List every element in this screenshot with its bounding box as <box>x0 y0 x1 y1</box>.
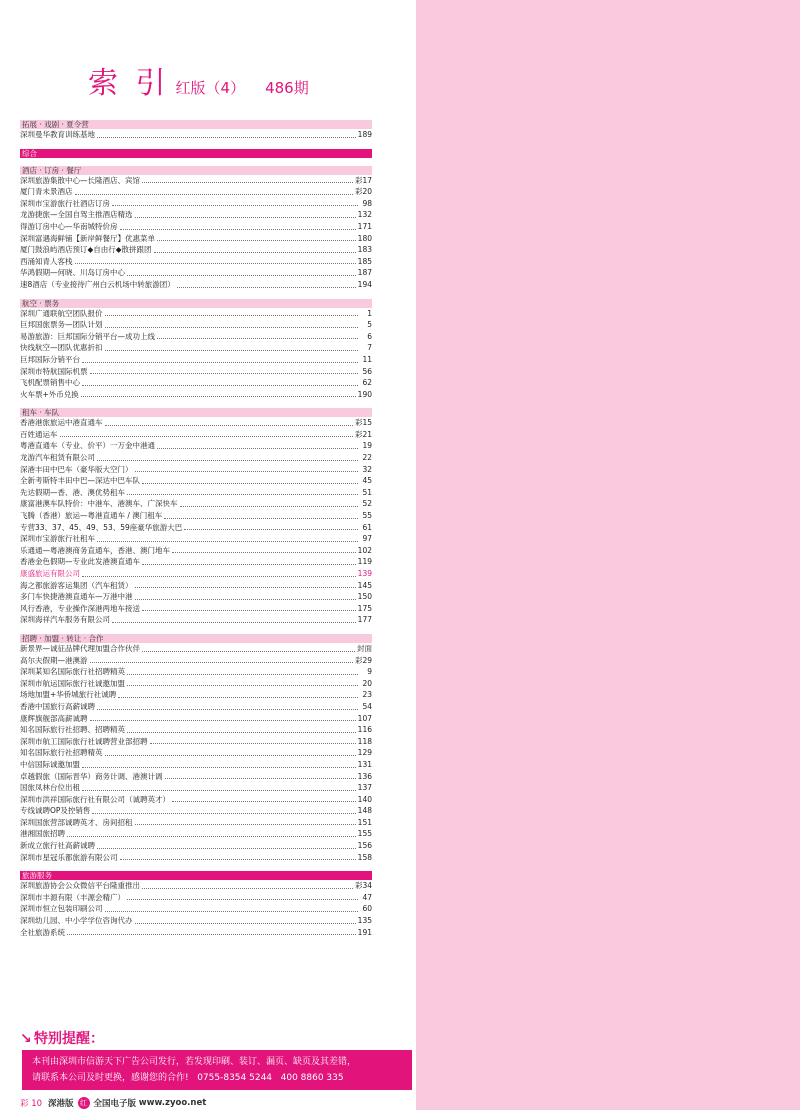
entry-page: 22 <box>362 453 372 463</box>
leader-dots <box>105 747 356 756</box>
entry-page: 52 <box>362 499 372 509</box>
entry-title: 香港中国旅行高薪诚聘 <box>20 701 95 711</box>
entry-page: 118 <box>357 736 372 746</box>
index-row[interactable] <box>20 354 372 366</box>
leader-dots <box>82 782 356 791</box>
index-row[interactable] <box>20 580 372 592</box>
leader-dots <box>177 279 356 288</box>
entry-title: 香港金色假期—专业此发港澳直通车 <box>20 557 140 567</box>
entry-title: 专营33、37、45、49、53、59座豪华旅游大巴 <box>20 522 183 532</box>
page-title: 索 引 <box>88 66 170 101</box>
index-row[interactable] <box>20 377 372 389</box>
entry-page: 175 <box>357 603 372 613</box>
entry-page: 56 <box>362 366 372 376</box>
entry-title: 深圳某知名国际旅行社招聘精英 <box>20 667 125 677</box>
index-row[interactable] <box>20 736 372 748</box>
issue-label: 486期 <box>265 79 309 97</box>
entry-title: 快线航空—团队优惠折扣 <box>20 343 103 353</box>
leader-dots <box>105 308 359 317</box>
entry-title: 香港港旅旅运中港直通车 <box>20 418 103 428</box>
index-row[interactable] <box>20 279 372 291</box>
index-row[interactable] <box>20 556 372 568</box>
entry-page: 151 <box>357 817 372 827</box>
entry-page: 189 <box>357 130 372 139</box>
entry-title: 深圳旅游集散中心—长隆酒店、宾馆 <box>20 175 140 185</box>
entry-page: 98 <box>362 198 372 208</box>
entry-title: 深圳市航工国际旅行社诚聘营业部招聘 <box>20 736 148 746</box>
entry-page: 132 <box>357 210 372 220</box>
entry-page: 180 <box>357 233 372 243</box>
entry-page: 彩29 <box>354 655 372 665</box>
entry-title: 深圳国旅营部诚聘英才、房间招租 <box>20 817 133 827</box>
leader-dots <box>112 614 356 623</box>
entry-title: 火车票+外币兑换 <box>20 389 79 399</box>
entry-page: 1 <box>367 308 372 318</box>
entry-page: 61 <box>362 522 372 532</box>
entry-title: 飞腾（香港）旅运—粤港直通车 / 澳门租车 <box>20 511 163 521</box>
notice-phone-2: 400 8860 335 <box>280 1073 344 1083</box>
entry-page: 194 <box>357 279 372 289</box>
leader-dots <box>127 678 358 687</box>
entry-title: 风行香港，专业操作深港两地车接送 <box>20 603 140 613</box>
entry-title: 知名国际旅行社招聘精英 <box>20 748 103 758</box>
entry-page: 119 <box>357 557 372 567</box>
index-row[interactable] <box>20 233 372 245</box>
notice-phone-1: 0755-8354 5244 <box>197 1073 273 1083</box>
entry-page: 51 <box>362 487 372 497</box>
entry-page: 183 <box>357 245 372 255</box>
entry-title: 康富港澳车队特价：中港车、港澳车、广深快车 <box>20 499 178 509</box>
page-footer <box>20 1096 416 1110</box>
entry-title: 高尔夫假期—港澳游 <box>20 655 88 665</box>
entry-page: 彩20 <box>354 187 372 197</box>
index-row[interactable] <box>20 319 372 331</box>
leader-dots <box>157 331 358 340</box>
index-row[interactable] <box>20 603 372 615</box>
index-row[interactable] <box>20 614 372 626</box>
entry-page: 47 <box>362 892 372 902</box>
index-row[interactable] <box>20 129 372 141</box>
footer-label: 全国电子版 <box>93 1099 137 1109</box>
entry-title: 中信国际诚邀加盟 <box>20 759 80 769</box>
leader-dots <box>142 175 353 184</box>
entry-page: 9 <box>367 667 372 677</box>
notice-line-2: 请联系本公司及时更换，感谢您的合作! 0755-8354 5244 400 8860 335 <box>32 1073 344 1083</box>
entry-title: 深圳旅游协会公众微信平台隆重推出 <box>20 881 140 891</box>
index-row[interactable] <box>20 892 372 904</box>
leader-dots <box>135 817 356 826</box>
leader-dots <box>120 221 356 230</box>
index-row[interactable] <box>20 880 372 892</box>
index-row[interactable] <box>20 771 372 783</box>
index-row[interactable] <box>20 417 372 429</box>
leader-dots <box>67 927 356 936</box>
entry-title: 粤港直通车（专业、价平）一万金中港通 <box>20 441 155 451</box>
index-row[interactable] <box>20 267 372 279</box>
index-row[interactable] <box>20 903 372 915</box>
index-row[interactable] <box>20 533 372 545</box>
entry-title: 深圳曼华教育训练基地 <box>20 130 95 139</box>
leader-dots <box>127 267 356 276</box>
entry-title: 易游旅游：巨邦国际分销平台—成功上线 <box>20 331 155 341</box>
index-row[interactable] <box>20 464 372 476</box>
index-row[interactable] <box>20 591 372 603</box>
leader-dots <box>142 643 355 652</box>
entry-title: 深圳幼儿园、中小学学位咨询代办 <box>20 916 133 926</box>
index-section <box>20 166 372 291</box>
entry-page: 45 <box>362 476 372 486</box>
leader-dots <box>97 452 358 461</box>
footer-brand: 深港版 <box>48 1099 74 1109</box>
index-row[interactable] <box>20 221 372 233</box>
notice-title: ↘ 特别提醒： <box>20 1031 104 1047</box>
entry-page: 彩21 <box>354 429 372 439</box>
entry-page: 191 <box>357 927 372 937</box>
entry-title: 深圳市丰源有限（丰源会精广） <box>20 892 125 902</box>
leader-dots <box>90 713 356 722</box>
entry-title: 多门车快捷港澳直通车—万港中港 <box>20 592 133 602</box>
index-section <box>20 634 372 863</box>
entry-title: 全新考斯特丰田中巴—深达中巴车队 <box>20 476 140 486</box>
entry-title: 龙游汽车租赁有限公司 <box>20 453 95 463</box>
entry-page: 7 <box>367 343 372 353</box>
entry-title: 深圳市宝游旅行社租车 <box>20 534 95 544</box>
leader-dots <box>75 256 356 265</box>
leader-dots <box>142 556 356 565</box>
entry-page: 54 <box>362 701 372 711</box>
edition-label: 红版（4） <box>175 79 246 97</box>
leader-dots <box>81 389 356 398</box>
entry-page: 55 <box>362 511 372 521</box>
entry-page: 23 <box>362 690 372 700</box>
entry-title: 港湘国旅招聘 <box>20 829 65 839</box>
page-number: 彩 10 <box>20 1099 43 1109</box>
entry-title: 华鸿假期—何晓、川岛订房中心 <box>20 268 125 278</box>
entry-title: 全社旅游系统 <box>20 927 65 937</box>
index-row[interactable] <box>20 545 372 557</box>
entry-page: 116 <box>357 725 372 735</box>
leader-dots <box>90 366 359 375</box>
entry-page: 131 <box>357 759 372 769</box>
leader-dots <box>135 591 356 600</box>
entry-page: 129 <box>357 748 372 758</box>
index-row[interactable] <box>20 782 372 794</box>
entry-title: 专线诚聘OP及控销售 <box>20 806 91 816</box>
entry-title: 场地加盟+华侨城旅行社诚聘 <box>20 690 117 700</box>
leader-dots <box>105 319 359 328</box>
leader-dots <box>135 464 359 473</box>
entry-title: 知名国际旅行社招聘、招聘精英 <box>20 725 125 735</box>
index-row[interactable] <box>20 643 372 655</box>
index-row[interactable] <box>20 366 372 378</box>
leader-dots <box>67 828 356 837</box>
section-header: 酒店 · 订房 · 餐厅 <box>20 166 372 175</box>
index-row[interactable] <box>20 713 372 725</box>
index-row[interactable] <box>20 701 372 713</box>
entry-title: 深圳市宝游旅行社酒店订房 <box>20 198 110 208</box>
notice-line-1: 本刊由深圳市信游天下广告公司发行，若发现印刷、装订、漏页、缺页及其差错， <box>32 1057 357 1067</box>
index-section <box>20 871 372 938</box>
entry-page: 6 <box>367 331 372 341</box>
section-header: 拓展 · 戏剧 · 夏令营 <box>20 120 372 129</box>
entry-page: 137 <box>357 783 372 793</box>
entry-title: 深圳市航运国际旅行社诚邀加盟 <box>20 678 125 688</box>
entry-page: 145 <box>357 580 372 590</box>
entry-page: 177 <box>357 615 372 625</box>
entry-title: 深圳富遇海鲜铺【新岸鲜餐厅】优惠菜单 <box>20 233 155 243</box>
index-row[interactable] <box>20 440 372 452</box>
leader-dots <box>97 840 356 849</box>
entry-page: 97 <box>362 534 372 544</box>
entry-title: 飞机配票销售中心 <box>20 378 80 388</box>
entry-title: 巨邦国际分销平台 <box>20 354 80 364</box>
entry-page: 102 <box>357 545 372 555</box>
leader-dots <box>120 852 356 861</box>
entry-page: 彩15 <box>354 418 372 428</box>
leader-dots <box>82 354 358 363</box>
index-row[interactable] <box>20 666 372 678</box>
notice-box <box>22 1050 412 1090</box>
index-row[interactable] <box>20 331 372 343</box>
index-row[interactable] <box>20 475 372 487</box>
index-row[interactable] <box>20 175 372 187</box>
entry-page: 107 <box>357 713 372 723</box>
index-row[interactable] <box>20 256 372 268</box>
entry-page: 148 <box>357 806 372 816</box>
index-row[interactable] <box>20 689 372 701</box>
index-title <box>88 58 309 101</box>
entry-title: 新成立旅行社高薪诚聘 <box>20 841 95 851</box>
index-row[interactable] <box>20 186 372 198</box>
entry-title: 深圳海祥汽车服务有限公司 <box>20 615 110 625</box>
entry-page: 135 <box>357 916 372 926</box>
leader-dots <box>154 244 356 253</box>
index-row[interactable] <box>20 759 372 771</box>
entry-page: 62 <box>362 378 372 388</box>
entry-title: 厦门鼓浪屿酒店预订◆自由行◆散拼跟团 <box>20 245 152 255</box>
leader-dots <box>127 892 358 901</box>
leader-dots <box>127 724 356 733</box>
footer-website[interactable]: www.zyoo.net <box>138 1098 207 1108</box>
entry-title: 深港丰田中巴车（豪华版大空门） <box>20 464 133 474</box>
entry-title: 西涌知青人客栈 <box>20 256 73 266</box>
leader-dots <box>97 129 356 138</box>
index-section <box>20 120 372 141</box>
leader-dots <box>97 533 358 542</box>
entry-title: 速8酒店（专业接待广州白云机场中转旅游团） <box>20 279 175 289</box>
entry-page: 155 <box>357 829 372 839</box>
entry-page: 20 <box>362 678 372 688</box>
index-row[interactable] <box>20 915 372 927</box>
leader-dots <box>105 342 359 351</box>
section-header: 航空 · 票务 <box>20 299 372 308</box>
index-row[interactable] <box>20 817 372 829</box>
entry-title: 深圳广通联航空团队报价 <box>20 308 103 318</box>
red-edition-badge: 红 <box>78 1097 90 1109</box>
leader-dots <box>157 233 356 242</box>
leader-dots <box>135 209 356 218</box>
index-row[interactable] <box>20 198 372 210</box>
index-row[interactable] <box>20 927 372 939</box>
leader-dots <box>82 759 356 768</box>
entry-page: 136 <box>357 771 372 781</box>
arrow-icon: ↘ <box>20 1031 32 1047</box>
index-row[interactable] <box>20 389 372 401</box>
entry-page: 171 <box>357 221 372 231</box>
entry-page: 5 <box>367 320 372 330</box>
entry-page: 185 <box>357 256 372 266</box>
leader-dots <box>142 475 358 484</box>
entry-page: 封面 <box>357 643 372 653</box>
entry-page: 彩34 <box>354 881 372 891</box>
section-header: 招聘 · 加盟 · 转让 · 合作 <box>20 634 372 643</box>
index-row[interactable] <box>20 429 372 441</box>
entry-title: 新景界—诚征品牌代理加盟合作伙伴 <box>20 643 140 653</box>
entry-page: 187 <box>357 268 372 278</box>
leader-dots <box>118 689 358 698</box>
leader-dots <box>157 440 358 449</box>
index-row[interactable] <box>20 747 372 759</box>
index-section <box>20 408 372 626</box>
entry-page: 60 <box>362 904 372 914</box>
index-row[interactable] <box>20 308 372 320</box>
entry-title: 深圳市特航国际机票 <box>20 366 88 376</box>
index-row[interactable] <box>20 840 372 852</box>
index-row[interactable] <box>20 487 372 499</box>
entry-page: 156 <box>357 841 372 851</box>
index-row[interactable] <box>20 794 372 806</box>
entry-title: 乐通通—粤港澳商务直通车，香港、澳门地车 <box>20 545 170 555</box>
leader-dots <box>172 794 356 803</box>
entry-title: 得游订房中心—华南城特价房 <box>20 221 118 231</box>
leader-dots <box>90 655 353 664</box>
leader-dots <box>127 487 358 496</box>
entry-page: 190 <box>357 389 372 399</box>
entry-title: 深圳市星冠乐都旅游有限公司 <box>20 852 118 862</box>
index-row[interactable] <box>20 522 372 534</box>
index-row[interactable] <box>20 209 372 221</box>
leader-dots <box>105 417 353 426</box>
entry-title: 卓越假旅（国际晋华）商务计调、港澳计调 <box>20 771 163 781</box>
entry-page: 158 <box>357 852 372 862</box>
entry-title: 海之都旅游客运集团（汽车租赁） <box>20 580 133 590</box>
section-header: 租车 · 车队 <box>20 408 372 417</box>
index-row[interactable] <box>20 510 372 522</box>
leader-dots <box>75 186 353 195</box>
leader-dots <box>82 377 358 386</box>
entry-title: 国旅凤林台位出租 <box>20 783 80 793</box>
leader-dots <box>184 522 358 531</box>
entry-title: 深圳市洪祥国际旅行社有限公司（诚聘英才） <box>20 794 170 804</box>
leader-dots <box>180 498 359 507</box>
entry-title: 康辉旗舰部高薪诚聘 <box>20 713 88 723</box>
leader-dots <box>164 510 358 519</box>
leader-dots <box>105 903 359 912</box>
index-section <box>20 299 372 401</box>
leader-dots <box>92 805 355 814</box>
section-header: 旅游服务 <box>20 871 372 880</box>
leader-dots <box>135 580 356 589</box>
leader-dots <box>142 880 353 889</box>
leader-dots <box>150 736 356 745</box>
leader-dots <box>60 429 353 438</box>
entry-page: 19 <box>362 441 372 451</box>
leader-dots <box>165 771 356 780</box>
leader-dots <box>142 603 356 612</box>
leader-dots <box>127 666 358 675</box>
index-row[interactable] <box>20 678 372 690</box>
entry-title: 龙游捷旅—全国自驾主推酒店精选 <box>20 210 133 220</box>
index-section <box>20 149 372 158</box>
leader-dots <box>172 545 356 554</box>
entry-page: 140 <box>357 794 372 804</box>
leader-dots <box>82 568 356 577</box>
entry-title: 先达假期—香、港、澳优势租车 <box>20 487 125 497</box>
index-row[interactable] <box>20 342 372 354</box>
leader-dots <box>97 701 358 710</box>
entry-title: 康盛旅运有限公司 <box>20 569 80 578</box>
index-row[interactable] <box>20 724 372 736</box>
index-row[interactable] <box>20 852 372 864</box>
entry-title: 巨邦国旅票务—团队计划 <box>20 320 103 330</box>
index-row[interactable] <box>20 805 372 817</box>
index-row[interactable] <box>20 655 372 667</box>
section-header: 综合 <box>20 149 372 158</box>
entry-page: 32 <box>362 464 372 474</box>
entry-title: 百姓通运车 <box>20 429 58 439</box>
entry-page: 彩17 <box>354 175 372 185</box>
index-row[interactable] <box>20 568 372 580</box>
leader-dots <box>135 915 356 924</box>
entry-title: 厦门青未景酒店 <box>20 187 73 197</box>
masthead-panel <box>416 0 800 1110</box>
index-row[interactable] <box>20 828 372 840</box>
entry-page: 139 <box>357 569 372 578</box>
entry-title: 深圳市恒立包装印刷公司 <box>20 904 103 914</box>
entry-page: 150 <box>357 592 372 602</box>
entry-page: 11 <box>362 354 372 364</box>
index-row[interactable] <box>20 452 372 464</box>
index-row[interactable] <box>20 244 372 256</box>
index-sections <box>20 120 372 946</box>
index-row[interactable] <box>20 498 372 510</box>
leader-dots <box>112 198 358 207</box>
